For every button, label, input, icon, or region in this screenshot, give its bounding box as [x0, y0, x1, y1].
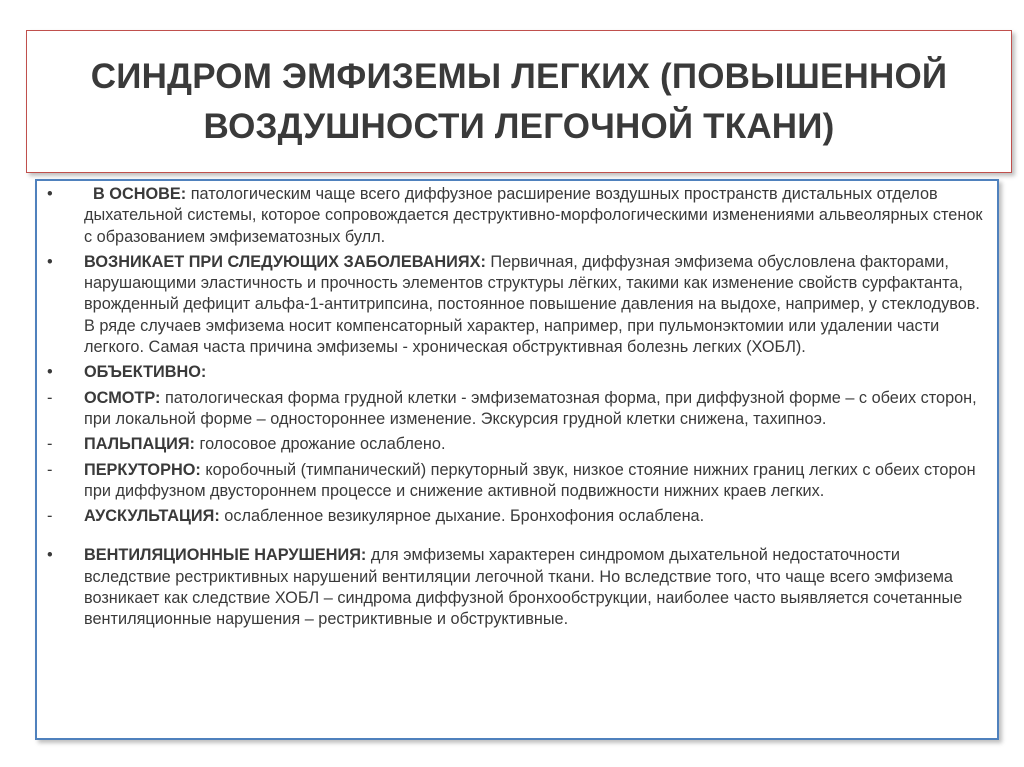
item-heading: ПАЛЬПАЦИЯ: [84, 435, 195, 454]
item-text: Первичная, диффузная эмфизема обусловлена факторами, нарушающими эластичность и прочность элементов структуры лёгких, такими как изменение свойств сурфактанта, врожденный дефицит альфа-1-антитрипсина, постоянное повышение давления на выдохе, например, у стеклодувов. В ряде случаев эмфизема носит компенсаторный характер, например, при пульмонэктомии или удалении части легкого. Самая часта причина эмфиземы - хроническая обструктивная болезнь легких (ХОБЛ). [84, 252, 980, 357]
list-item-percussion [45, 460, 987, 503]
list-item-palpation [45, 434, 987, 455]
bullet-marker: • [47, 185, 53, 203]
item-heading: ОБЪЕКТИВНО: [84, 363, 207, 382]
list-item-auscultation [45, 506, 987, 527]
dash-marker: - [47, 507, 53, 526]
list-item-diseases [45, 252, 987, 358]
item-heading: АУСКУЛЬТАЦИЯ: [84, 507, 220, 526]
item-text: для эмфиземы характерен синдромом дыхательной недостаточности вследствие рестриктивных нарушений вентиляции легочной ткани. Но вследствие того, что чаще всего эмфизема возникает как следствие ХОБЛ – синдрома диффузной бронхообструкции, наиболее часто выявляется сочетанные вентиляционные нарушения – рестриктивные и обструктивные. [84, 546, 963, 629]
list-item-ventilation [45, 545, 987, 630]
dash-marker: - [47, 435, 53, 454]
content-list [45, 184, 987, 631]
title-box [26, 30, 1012, 173]
bullet-marker: • [47, 546, 53, 565]
dash-marker: - [47, 460, 53, 479]
bullet-marker: • [47, 363, 53, 382]
dash-marker: - [47, 388, 53, 407]
list-item-objective [45, 362, 987, 383]
item-text: голосовое дрожание ослаблено. [194, 435, 446, 454]
item-heading: ОСМОТР: [84, 388, 161, 407]
item-text: патологическая форма грудной клетки - эмфизематозная форма, при диффузной форме – с обеих сторон, при локальной форме – одностороннее изменение. Экскурсия грудной клетки снижена, тахипноэ. [84, 388, 977, 428]
slide-title-line-2: ВОЗДУШНОСТИ ЛЕГОЧНОЙ ТКАНИ) [203, 106, 835, 146]
item-text: патологическим чаще всего диффузное расширение воздушных пространств дистальных отделов дыхательной системы, которое сопровождается деструктивно-морфологическими изменениями альвеолярных стенок с образованием эмфизематозных булл. [84, 185, 983, 246]
item-heading: ВЕНТИЛЯЦИОННЫЕ НАРУШЕНИЯ: [84, 546, 367, 565]
item-text: коробочный (тимпанический) перкуторный звук, низкое стояние нижних границ легких с обеих сторон при диффузном двустороннем процессе и снижение активной подвижности нижних краев легких. [84, 460, 976, 500]
item-heading: ВОЗНИКАЕТ ПРИ СЛЕДУЮЩИХ ЗАБОЛЕВАНИЯХ: [84, 252, 486, 271]
list-item-inspection [45, 388, 987, 431]
item-text: ослабленное везикулярное дыхание. Бронхофония ослаблена. [219, 507, 705, 526]
content-box [35, 179, 999, 740]
bullet-marker: • [47, 252, 53, 271]
slide-title [91, 52, 948, 152]
list-item-basis [45, 184, 987, 248]
slide-title-line-1: СИНДРОМ ЭМФИЗЕМЫ ЛЕГКИХ (ПОВЫШЕННОЙ [90, 56, 948, 96]
item-heading: ПЕРКУТОРНО: [84, 460, 201, 479]
item-heading: В ОСНОВЕ: [93, 185, 187, 203]
